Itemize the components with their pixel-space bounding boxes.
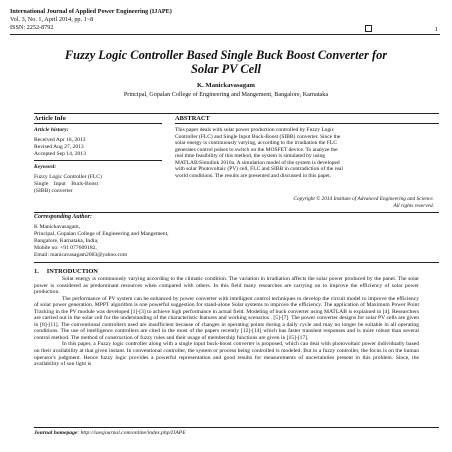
- header-rule: [10, 34, 440, 35]
- footer-rule: [34, 427, 439, 428]
- affiliation: Principal, Gopalan College of Engineering and Mangement, Bangalore, Karnataka: [123, 91, 329, 98]
- corresponding-top-rule: [34, 212, 439, 213]
- abstract-heading: ABSTRACT: [175, 115, 210, 122]
- journal-volume: Vol. 3, No. 1, April 2014, pp. 1~8: [10, 16, 94, 23]
- journal-homepage: Journal homepage: http://iaesjournal.com/online/index.php/IJAPE: [34, 430, 186, 436]
- article-history: Article history: Received Apr 16, 2013 Revised Aug 27, 2013 Accepted Sep 14, 2013: [34, 127, 86, 157]
- paper-title: Fuzzy Logic Controller Based Single Buck Boost Converter for Solar PV Cell: [64, 48, 388, 76]
- info-top-rule: [34, 113, 439, 114]
- journal-header: [10, 8, 172, 32]
- abstract-text: This paper deals with solar power production controlled by Fuzzy Logic Controller (FLC) and Single Input Buck-Boost (SIBB) converter. Since the solar energy is continuously varying, according to the irradiation the FLC generates control pulses to switch on the MOSFET device. To analyze the real time feasibility of this method, the system is simulated by using MATLAB/Simulink 2010a. A simulation model of the system is developed with solar Photovoltaic (PV) cell, FLC and SIBB in contradiction of the real world conditions. The results are presented and discussed in this paper.: [175, 127, 343, 179]
- page-number: 1: [434, 26, 438, 33]
- square-icon: [365, 25, 372, 32]
- journal-name: International Journal of Applied Power Engineering (IJAPE): [10, 8, 172, 15]
- author: K. Manickavasagam: [197, 82, 255, 89]
- intro-paragraph: Solar energy is continuously varying according to the climatic condition. The variation in irradiation affects the solar power produced by the panel. The solar power is considered as predominant resources when compared with others. In this field many researches are carrying on to improve the efficiency of solar power production.: [34, 276, 419, 296]
- section-heading-introduction: 1. INTRODUCTION: [34, 268, 98, 275]
- copyright-notice: Copyright © 2014 Institute of Advanced Engineering and Science. All rights reserved.: [293, 196, 434, 209]
- keywords: Keyword: Fuzzy Logic Controller (FLC) Single Input Buck-Boost (SIBB) converter: [34, 164, 102, 194]
- introduction-body: [34, 276, 419, 368]
- info-right-rule: [175, 123, 439, 124]
- intro-paragraph: The performance of PV system can be enhanced by power converter with intelligent control techniques to develop the circuit model to improve the efficiency of solar power generation. MPPT algorithm is one powerful suggestion for stand-alone Solar systems to improve the efficiency. The application of Maximum Power Point Tracking in the PV module was developed [1]-[3] to achieve high performance in actual field. Modeling of buck converter using MATLAB is explained in [4]. Researchers are carried out in the solar cell for the understanding of the characteristic features and working scenarios . [5]-[7]. The power converter designs for solar PV cells are given in [8]-[11]. The conventional controllers used are insufficient because of changes in operating points during a daily cycle and may no longer be suitable in all operating conditions. The use of intelligence controllers are cited in the most of the papers recently [12]-[14] which has faster transient responses and is more robust than several control method. The method of construction of fuzzy rules and their usage of membership functions are given in [15]-[17].: [34, 295, 419, 341]
- article-info-heading: Article Info: [34, 115, 66, 122]
- corresponding-author: Corresponding Author: K Manickavasagam, Principal, Gopalan College of Engineering and Mangement, Bangalore, Karnataka, India, Mobile no: +91 077609182, Email: manicavasagam2003@yahoo.com: [34, 214, 169, 258]
- journal-issn: ISSN: 2252-8792: [10, 24, 54, 31]
- history-rule: [34, 160, 162, 161]
- info-left-rule: [34, 123, 162, 124]
- intro-paragraph: In this paper, a Fuzzy logic controller along with a single input buck-boost converter is proposed, which can deal with photovoltaic power individually based on their availability at that given instant. In conventional controller, the system or process being controlled is modeled. But in a fuzzy controller, the focus is on the human operator's judgment. Hence fuzzy logic provides a powerful representation and good results for measurements of uncertainties present in this problem. Since, the availability of sun light is: [34, 341, 419, 368]
- homepage-link[interactable]: : http://iaesjournal.com/online/index.php/IJAPE: [77, 430, 186, 436]
- corresponding-bottom-rule: [34, 262, 439, 263]
